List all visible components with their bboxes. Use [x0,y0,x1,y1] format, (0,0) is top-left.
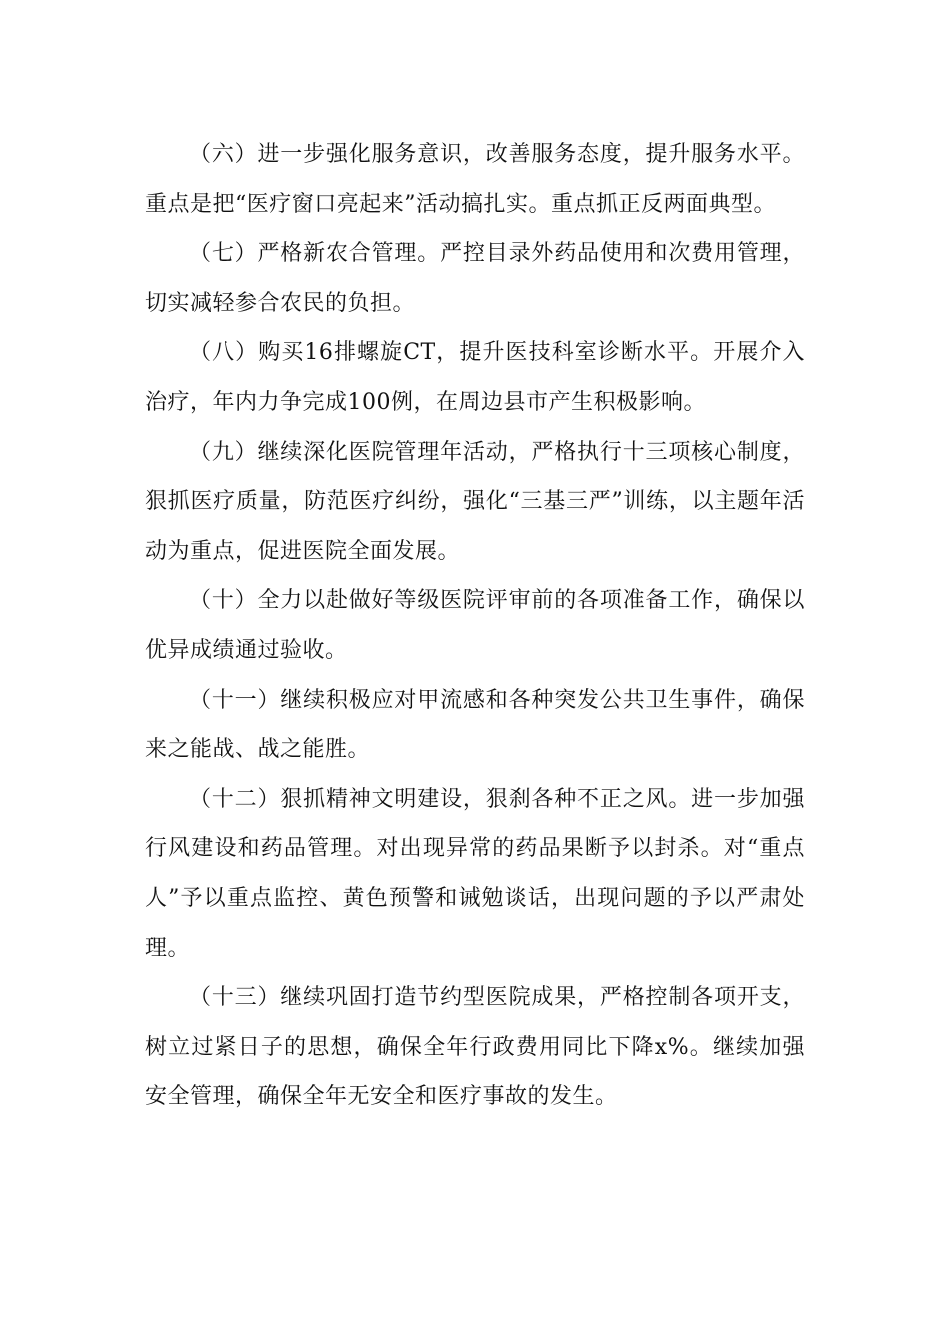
paragraph-10: （十）全力以赴做好等级医院评审前的各项准备工作，确保以优异成绩通过验收。 [145,588,805,663]
paragraph-11: （十一）继续积极应对甲流感和各种突发公共卫生事件，确保来之能战、战之能胜。 [145,687,805,763]
paragraph-7: （七）严格新农合管理。严控目录外药品使用和次费用管理，切实减轻参合农民的负担。 [145,241,805,316]
paragraph-12: （十二）狠抓精神文明建设，狠刹各种不正之风。进一步加强行风建设和药品管理。对出现异常的药品果断予以封杀。对“重点人”予以重点监控、黄色预警和诫勉谈话，出现问题的予以严肃处理。 [145,786,805,961]
paragraph-8: （八）购买16排螺旋CT，提升医技科室诊断水平。开展介入治疗，年内力争完成100例，在周边县市产生积极影响。 [145,340,805,415]
document-body [145,130,805,1122]
paragraph-9: （九）继续深化医院管理年活动，严格执行十三项核心制度，狠抓医疗质量，防范医疗纠纷，强化“三基三严”训练，以主题年活动为重点，促进医院全面发展。 [145,439,805,564]
paragraph-13: （十三）继续巩固打造节约型医院成果，严格控制各项开支，树立过紧日子的思想，确保全年行政费用同比下降x%。继续加强安全管理，确保全年无安全和医疗事故的发生。 [145,985,805,1110]
paragraph-6: （六）进一步强化服务意识，改善服务态度，提升服务水平。重点是把“医疗窗口亮起来”活动搞扎实。重点抓正反两面典型。 [145,142,805,217]
